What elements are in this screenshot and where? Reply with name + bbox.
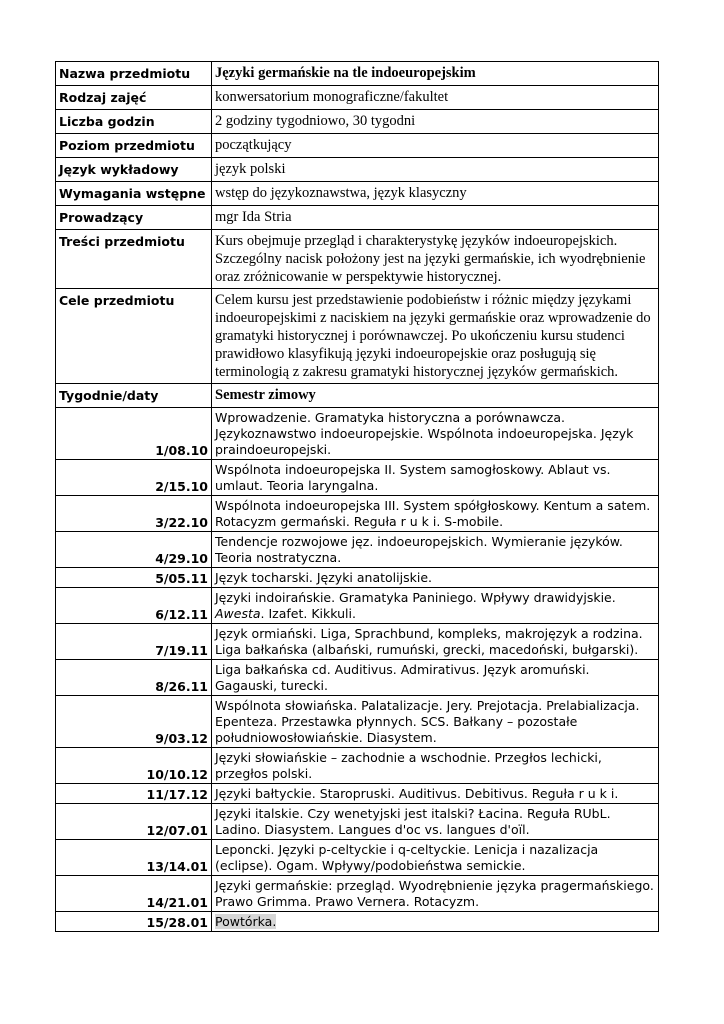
- week-row: [56, 460, 659, 496]
- week-row: [56, 660, 659, 696]
- row-schedule-header: [56, 384, 659, 408]
- field-label: Nazwa przedmiotu: [56, 62, 212, 86]
- week-row: [56, 804, 659, 840]
- field-value: Języki germańskie na tle indoeuropejskim: [212, 62, 659, 86]
- row-content: [56, 230, 659, 289]
- week-row: [56, 748, 659, 784]
- field-label: Poziom przedmiotu: [56, 134, 212, 158]
- week-topic: Wprowadzenie. Gramatyka historyczna a porównawcza. Językoznawstwo indoeuropejskie. Wspólnota indoeuropejska. Język praindoeuropejski.: [212, 408, 659, 460]
- week-row: [56, 876, 659, 912]
- week-date: 15/28.01: [56, 912, 212, 932]
- week-topic: Liga bałkańska cd. Auditivus. Admirativus. Język aromuński. Gagauski, turecki.: [212, 660, 659, 696]
- field-label: Język wykładowy: [56, 158, 212, 182]
- week-topic: [212, 912, 659, 932]
- week-date: 7/19.11: [56, 624, 212, 660]
- week-topic: Wspólnota indoeuropejska II. System samogłoskowy. Ablaut vs. umlaut. Teoria laryngalna.: [212, 460, 659, 496]
- week-date: 10/10.12: [56, 748, 212, 784]
- week-date: 8/26.11: [56, 660, 212, 696]
- week-topic-part: . Izafet. Kikkuli.: [260, 606, 356, 621]
- row-course-name: [56, 62, 659, 86]
- review-highlight: Powtórka.: [215, 914, 277, 929]
- week-topic: Języki germańskie: przegląd. Wyodrębnienie języka pragermańskiego. Prawo Grimma. Prawo Vernera. Rotacyzm.: [212, 876, 659, 912]
- week-row: [56, 532, 659, 568]
- field-label: Wymagania wstępne: [56, 182, 212, 206]
- week-date: 5/05.11: [56, 568, 212, 588]
- week-topic: Leponcki. Języki p-celtyckie i q-celtyckie. Lenicja i nazalizacja (eclipse). Ogam. Wpływy/podobieństwa semickie.: [212, 840, 659, 876]
- row-class-type: [56, 86, 659, 110]
- semester-title: Semestr zimowy: [212, 384, 659, 408]
- week-row: [56, 696, 659, 748]
- week-row: [56, 624, 659, 660]
- row-instructor: [56, 206, 659, 230]
- week-date: 3/22.10: [56, 496, 212, 532]
- row-goals: [56, 289, 659, 384]
- row-hours: [56, 110, 659, 134]
- week-date: 6/12.11: [56, 588, 212, 624]
- field-value: wstęp do językoznawstwa, język klasyczny: [212, 182, 659, 206]
- week-row: [56, 912, 659, 932]
- row-language: [56, 158, 659, 182]
- field-value: Celem kursu jest przedstawienie podobieństw i różnic między językami indoeuropejskimi z naciskiem na języki germańskie oraz wprowadzenie do gramatyki historycznej i porównawczej. Po ukończeniu kursu studenci prawidłowo klasyfikują języki indoeuropejskie oraz posługują się terminologią z zakresu gramatyki historycznej języków germańskich.: [212, 289, 659, 384]
- schedule-header-label: Tygodnie/daty: [56, 384, 212, 408]
- week-date: 4/29.10: [56, 532, 212, 568]
- week-row: [56, 408, 659, 460]
- field-value: mgr Ida Stria: [212, 206, 659, 230]
- week-row: [56, 588, 659, 624]
- field-label: Rodzaj zajęć: [56, 86, 212, 110]
- week-topic: Języki słowiańskie – zachodnie a wschodnie. Przegłos lechicki, przegłos polski.: [212, 748, 659, 784]
- field-value: początkujący: [212, 134, 659, 158]
- week-topic-part: Języki indoirańskie. Gramatyka Paniniego. Wpływy drawidyjskie.: [215, 590, 616, 605]
- course-sheet: [55, 61, 659, 932]
- week-row: [56, 496, 659, 532]
- field-value: język polski: [212, 158, 659, 182]
- row-level: [56, 134, 659, 158]
- week-topic-italic: Awesta: [215, 606, 261, 621]
- row-prerequisites: [56, 182, 659, 206]
- week-topic: Język tocharski. Języki anatolijskie.: [212, 568, 659, 588]
- course-table: [55, 61, 659, 932]
- week-topic: Języki italskie. Czy wenetyjski jest italski? Łacina. Reguła RUbL. Ladino. Diasystem. Langues d'oc vs. langues d'oïl.: [212, 804, 659, 840]
- week-topic: Wspólnota indoeuropejska III. System spółgłoskowy. Kentum a satem. Rotacyzm germański. Reguła r u k i. S-mobile.: [212, 496, 659, 532]
- field-label: Treści przedmiotu: [56, 230, 212, 289]
- week-row: [56, 568, 659, 588]
- week-date: 9/03.12: [56, 696, 212, 748]
- week-date: 11/17.12: [56, 784, 212, 804]
- field-label: Liczba godzin: [56, 110, 212, 134]
- field-value: Kurs obejmuje przegląd i charakterystykę języków indoeuropejskich. Szczególny nacisk położony jest na języki germańskie, ich wyodrębnienie oraz zróżnicowanie w perspektywie historycznej.: [212, 230, 659, 289]
- week-date: 14/21.01: [56, 876, 212, 912]
- field-value: konwersatorium monograficzne/fakultet: [212, 86, 659, 110]
- week-topic: Wspólnota słowiańska. Palatalizacje. Jery. Prejotacja. Prelabializacja. Epenteza. Przestawka płynnych. SCS. Bałkany – pozostałe południowosłowiańskie. Diasystem.: [212, 696, 659, 748]
- field-label: Cele przedmiotu: [56, 289, 212, 384]
- week-row: [56, 840, 659, 876]
- week-date: 1/08.10: [56, 408, 212, 460]
- field-value: 2 godziny tygodniowo, 30 tygodni: [212, 110, 659, 134]
- week-topic: Język ormiański. Liga, Sprachbund, kompleks, makrojęzyk a rodzina. Liga bałkańska (albański, rumuński, grecki, macedoński, bułgarski).: [212, 624, 659, 660]
- week-topic: Tendencje rozwojowe jęz. indoeuropejskich. Wymieranie języków. Teoria nostratyczna.: [212, 532, 659, 568]
- week-row: [56, 784, 659, 804]
- week-topic: [212, 588, 659, 624]
- week-topic: Języki bałtyckie. Staropruski. Auditivus. Debitivus. Reguła r u k i.: [212, 784, 659, 804]
- week-date: 12/07.01: [56, 804, 212, 840]
- week-date: 2/15.10: [56, 460, 212, 496]
- field-label: Prowadzący: [56, 206, 212, 230]
- week-date: 13/14.01: [56, 840, 212, 876]
